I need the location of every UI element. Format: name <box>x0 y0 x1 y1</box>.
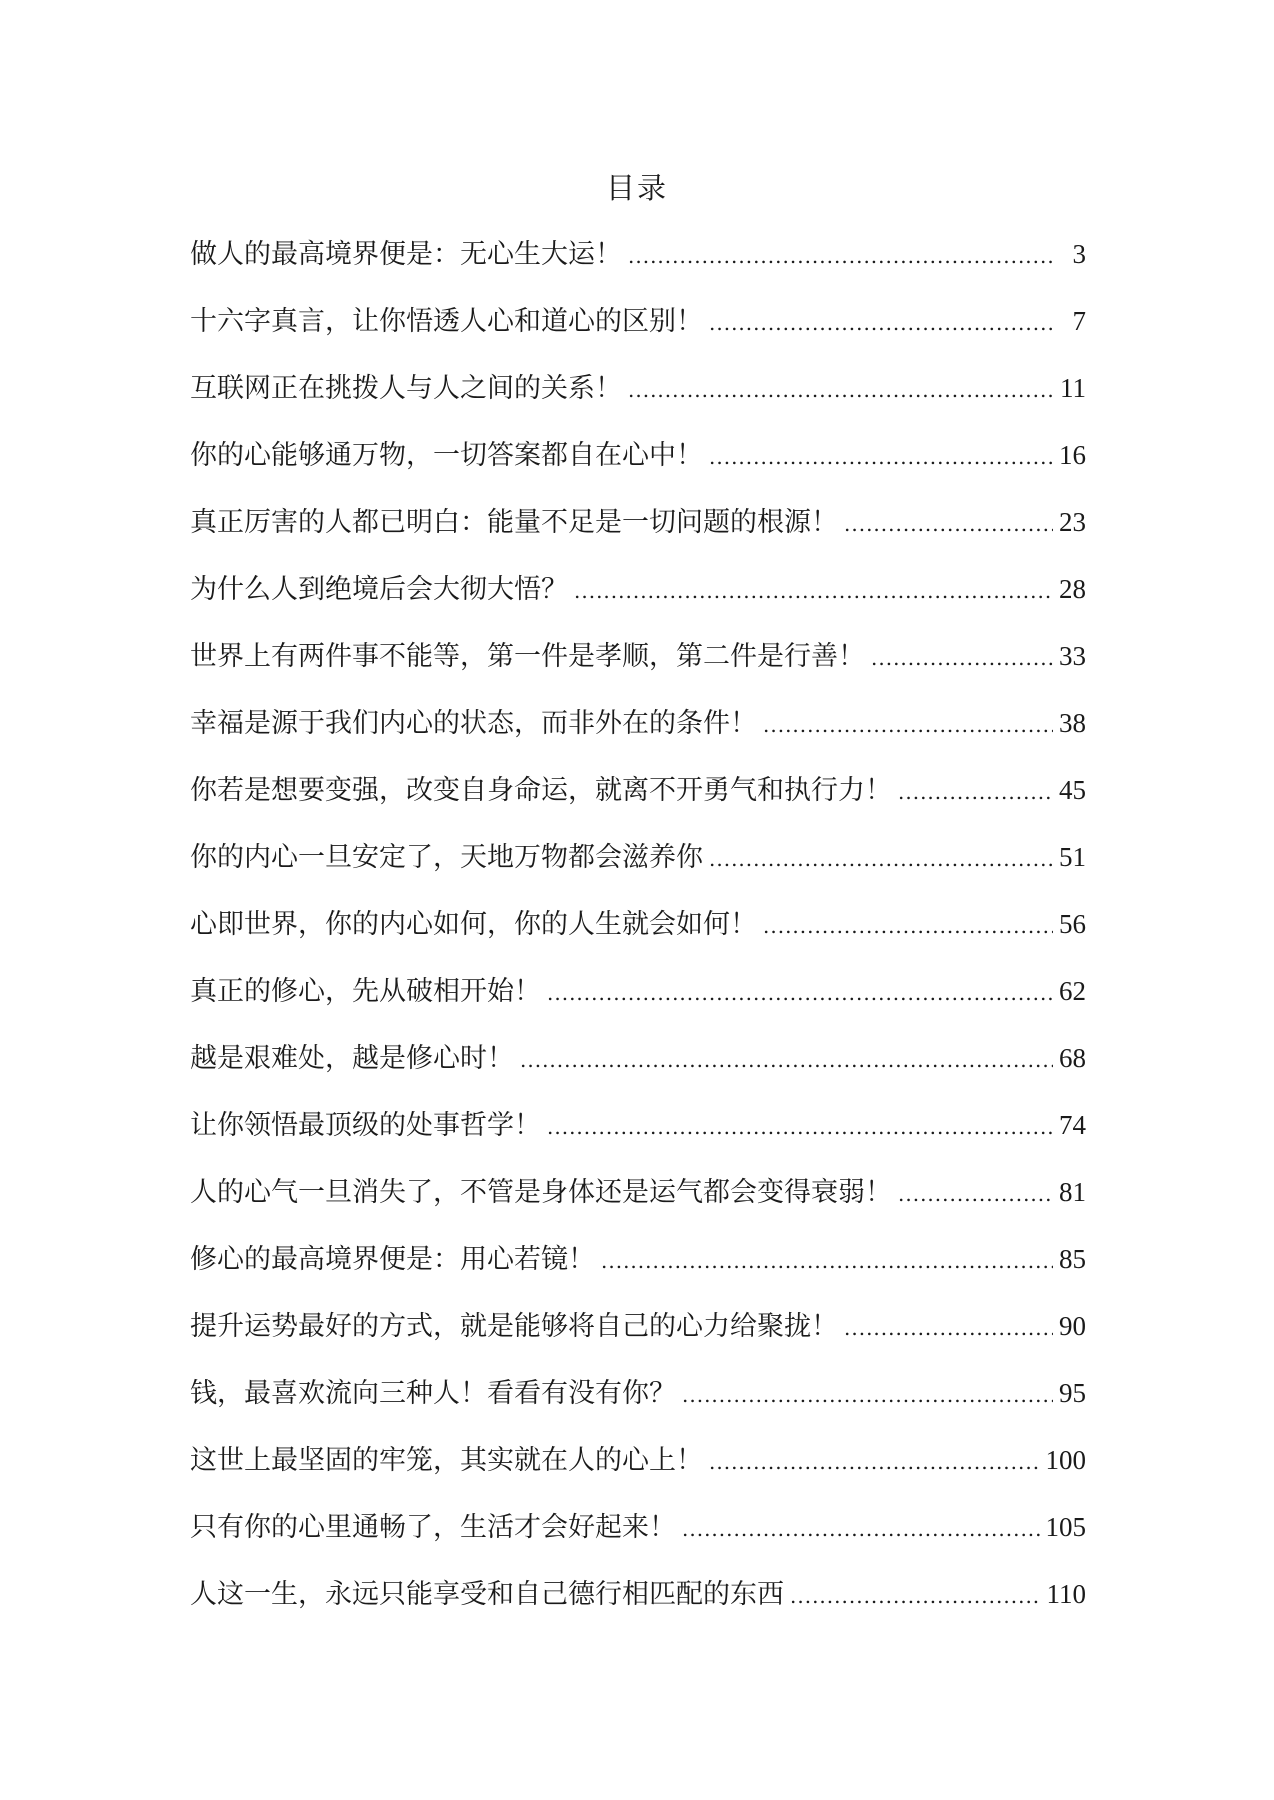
toc-entry[interactable] <box>190 1509 1086 1576</box>
toc-entry-title: 越是艰难处，越是修心时！ <box>190 1043 514 1074</box>
dot-leader <box>628 238 1056 274</box>
toc-entry[interactable] <box>190 504 1086 571</box>
toc-list <box>190 236 1086 1643</box>
toc-entry[interactable] <box>190 1040 1086 1107</box>
toc-entry[interactable] <box>190 303 1086 370</box>
toc-entry-page: 74 <box>1059 1110 1086 1140</box>
dot-leader <box>844 1310 1053 1346</box>
toc-entry-page: 38 <box>1059 708 1086 738</box>
dot-leader <box>682 1377 1053 1413</box>
toc-entry-title: 做人的最高境界便是：无心生大运！ <box>190 239 622 270</box>
toc-entry-page: 7 <box>1072 306 1086 336</box>
toc-entry[interactable] <box>190 1174 1086 1241</box>
dot-leader <box>844 506 1053 542</box>
toc-entry[interactable] <box>190 1442 1086 1509</box>
dot-leader <box>628 372 1054 408</box>
toc-title: 目录 <box>605 171 668 205</box>
toc-entry-title: 真正厉害的人都已明白：能量不足是一切问题的根源！ <box>190 507 838 538</box>
toc-entry[interactable] <box>190 1308 1086 1375</box>
toc-entry[interactable] <box>190 705 1086 772</box>
toc-entry-page: 16 <box>1059 440 1086 470</box>
dot-leader <box>601 1243 1053 1279</box>
toc-entry-title: 修心的最高境界便是：用心若镜！ <box>190 1244 595 1275</box>
toc-entry-title: 提升运势最好的方式，就是能够将自己的心力给聚拢！ <box>190 1311 838 1342</box>
toc-entry-page: 23 <box>1059 507 1086 537</box>
toc-entry-title: 你的内心一旦安定了，天地万物都会滋养你 <box>190 842 703 873</box>
toc-entry-title: 只有你的心里通畅了，生活才会好起来！ <box>190 1512 676 1543</box>
dot-leader <box>709 841 1053 877</box>
toc-entry[interactable] <box>190 437 1086 504</box>
toc-entry-page: 11 <box>1060 373 1086 403</box>
toc-entry-page: 28 <box>1059 574 1086 604</box>
toc-entry-title: 钱，最喜欢流向三种人！看看有没有你？ <box>190 1378 676 1409</box>
toc-entry-title: 互联网正在挑拨人与人之间的关系！ <box>190 373 622 404</box>
toc-entry-title: 让你领悟最顶级的处事哲学！ <box>190 1110 541 1141</box>
dot-leader <box>709 305 1056 341</box>
toc-entry-title: 为什么人到绝境后会大彻大悟？ <box>190 574 568 605</box>
toc-entry-page: 95 <box>1059 1378 1086 1408</box>
toc-entry-title: 幸福是源于我们内心的状态，而非外在的条件！ <box>190 708 757 739</box>
dot-leader <box>547 1109 1053 1145</box>
toc-entry-title: 心即世界，你的内心如何，你的人生就会如何！ <box>190 909 757 940</box>
dot-leader <box>709 1444 1040 1480</box>
toc-entry-title: 你的心能够通万物，一切答案都自在心中！ <box>190 440 703 471</box>
toc-entry-page: 85 <box>1059 1244 1086 1274</box>
toc-entry[interactable] <box>190 1107 1086 1174</box>
dot-leader <box>790 1578 1041 1614</box>
toc-entry-page: 68 <box>1059 1043 1086 1073</box>
toc-entry[interactable] <box>190 906 1086 973</box>
dot-leader <box>871 640 1053 676</box>
toc-entry-page: 62 <box>1059 976 1086 1006</box>
dot-leader <box>574 573 1053 609</box>
dot-leader <box>682 1511 1040 1547</box>
toc-entry-page: 56 <box>1059 909 1086 939</box>
dot-leader <box>898 774 1053 810</box>
toc-entry[interactable] <box>190 1375 1086 1442</box>
toc-entry-title: 人这一生，永远只能享受和自己德行相匹配的东西 <box>190 1579 784 1610</box>
toc-entry-title: 真正的修心，先从破相开始！ <box>190 976 541 1007</box>
dot-leader <box>898 1176 1053 1212</box>
toc-entry-page: 90 <box>1059 1311 1086 1341</box>
toc-entry[interactable] <box>190 236 1086 303</box>
toc-entry-page: 110 <box>1046 1579 1086 1609</box>
dot-leader <box>763 908 1053 944</box>
toc-entry-title: 十六字真言，让你悟透人心和道心的区别！ <box>190 306 703 337</box>
dot-leader <box>547 975 1053 1011</box>
toc-entry-title: 你若是想要变强，改变自身命运，就离不开勇气和执行力！ <box>190 775 892 806</box>
toc-entry-page: 51 <box>1059 842 1086 872</box>
toc-entry[interactable] <box>190 638 1086 705</box>
toc-entry[interactable] <box>190 1576 1086 1643</box>
dot-leader <box>709 439 1053 475</box>
toc-entry-title: 世界上有两件事不能等，第一件是孝顺，第二件是行善！ <box>190 641 865 672</box>
toc-entry-title: 人的心气一旦消失了，不管是身体还是运气都会变得衰弱！ <box>190 1177 892 1208</box>
toc-entry[interactable] <box>190 839 1086 906</box>
toc-entry[interactable] <box>190 973 1086 1040</box>
toc-entry[interactable] <box>190 370 1086 437</box>
toc-entry-page: 45 <box>1059 775 1086 805</box>
dot-leader <box>763 707 1053 743</box>
toc-entry-page: 81 <box>1059 1177 1086 1207</box>
dot-leader <box>520 1042 1053 1078</box>
toc-entry[interactable] <box>190 772 1086 839</box>
toc-entry-title: 这世上最坚固的牢笼，其实就在人的心上！ <box>190 1445 703 1476</box>
toc-entry[interactable] <box>190 571 1086 638</box>
toc-entry-page: 33 <box>1059 641 1086 671</box>
toc-entry-page: 3 <box>1072 239 1086 269</box>
toc-entry-page: 105 <box>1045 1512 1086 1542</box>
toc-entry-page: 100 <box>1045 1445 1086 1475</box>
toc-entry[interactable] <box>190 1241 1086 1308</box>
